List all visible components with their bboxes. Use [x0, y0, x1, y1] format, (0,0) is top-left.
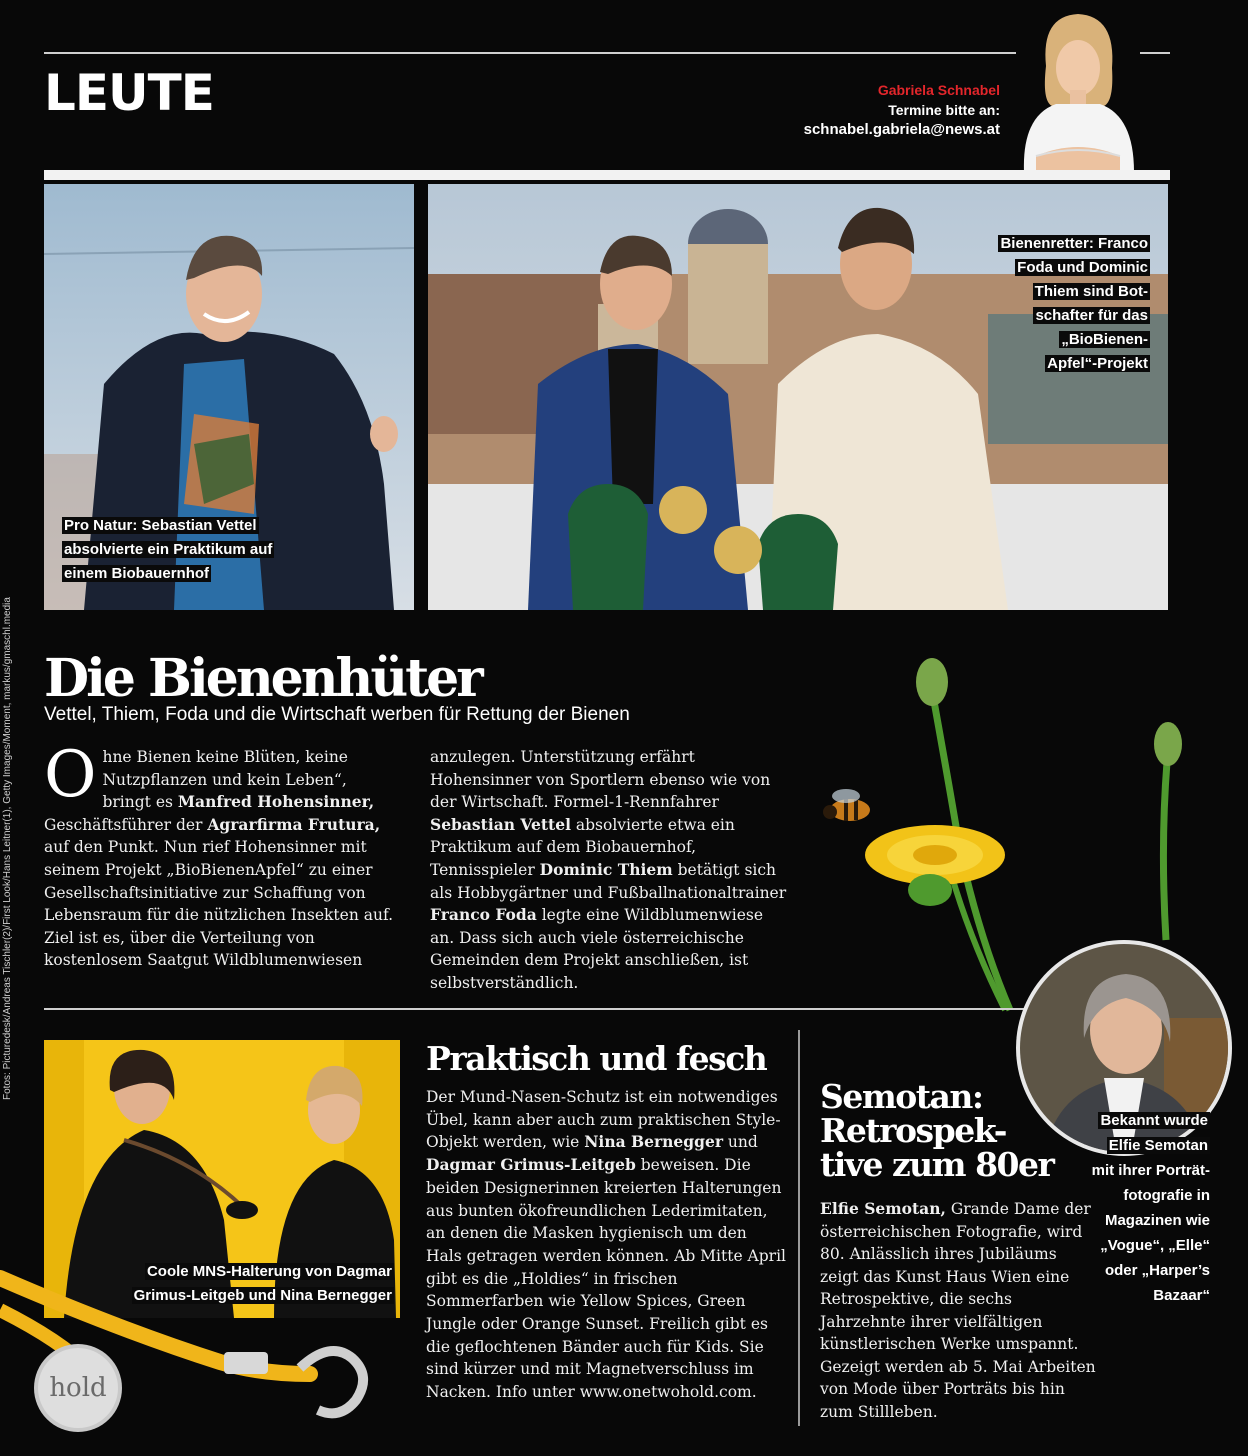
praktisch-caption-line: Grimus-Leitgeb und Nina Bernegger [133, 1287, 392, 1304]
semotan-caption-line: Elfie Semotan [1108, 1137, 1208, 1154]
semotan-title-line: Retrospek- [820, 1111, 1006, 1150]
hold-tag-text: hold [49, 1373, 107, 1403]
article-headline: Die Bienenhüter [44, 648, 481, 709]
top-rule [44, 52, 1170, 54]
contact-email[interactable]: schnabel.gabriela@news.at [803, 121, 1000, 138]
vettel-caption-line: einem Biobauernhof [64, 565, 210, 582]
photo-credit: Fotos: Picturedesk/Andreas Tischler(2)/First Look/Hans Leitner(1), Getty Images/Moment, markus/gmaschl.media [2, 597, 13, 1100]
author-contact [804, 80, 1000, 140]
semotan-caption-line: mit ihrer Porträt- [1091, 1162, 1210, 1179]
drop-cap: O [44, 738, 97, 812]
foda-thiem-caption [998, 232, 1150, 376]
contact-line: Termine bitte an: [888, 102, 1000, 118]
article-subline: Vettel, Thiem, Foda und die Wirtschaft werben für Rettung der Bienen [44, 704, 630, 725]
foda-thiem-caption-line: schafter für das [1035, 307, 1148, 324]
section-rule [44, 1008, 1036, 1010]
semotan-body: Elfie Semotan, Grande Dame der österreichischen Fotografie, wird 80. Anlässlich ihres Jubiläums zeigt das Kunst Haus Wien eine Retrospektive, die sechs Jahrzehnte ihrer vielfältigen künstlerischen Werke umspannt. Gezeigt werden ab 5. Mai Arbeiten von Mode über Porträts bis hin zum Stillleben. [820, 1199, 1096, 1421]
praktisch-caption-line: Coole MNS-Halterung von Dagmar [146, 1263, 392, 1280]
semotan-caption-line: Magazinen wie [1104, 1212, 1210, 1229]
column-divider [798, 1030, 800, 1426]
vettel-caption-line: absolvierte ein Praktikum auf [64, 541, 273, 558]
praktisch-title: Praktisch und fesch [426, 1039, 767, 1078]
vettel-photo [44, 184, 414, 610]
article-column-2: anzulegen. Unterstützung erfährt Hohensinner von Sportlern ebenso wie von der Wirtschaft. Formel-1-Rennfahrer Sebastian Vettel absolvierte etwa ein Praktikum auf dem Biobauernhof, Tennisspieler Dominic Thiem betätigt sich als Hobbygärtner und Fußballnationaltrainer Franco Foda legte eine Wildblumenwiese an. Dass sich auch viele österreichische Gemeinden dem Projekt anschließen, ist selbstverständlich. [430, 748, 787, 992]
semotan-caption [1040, 1108, 1210, 1308]
semotan-title-line: Semotan: [820, 1077, 983, 1116]
article-column-1 [44, 738, 394, 972]
foda-thiem-caption-line: „BioBienen- [1061, 331, 1148, 348]
foda-thiem-caption-line: Thiem sind Bot- [1034, 283, 1148, 300]
semotan-caption-line: fotografie in [1123, 1187, 1210, 1204]
section-title: LEUTE [44, 64, 214, 122]
author-name: Gabriela Schnabel [877, 82, 1000, 98]
article-column-1-text: hne Bienen keine Blüten, keine Nutzpflanzen und kein Leben“, bringt es Manfred Hohensinner, Geschäftsführer der Agrarfirma Frutura, auf den Punkt. Nun rief Hohensinner mit seinem Projekt „BioBienenApfel“ zu einer Gesellschaftsinitiative zur Schaffung von Lebensraum für die nützlichen Insekten auf. Ziel ist es, über die Verteilung von kostenlosem Saatgut Wildblumenwiesen [44, 748, 394, 970]
semotan-caption-line: Bazaar“ [1153, 1287, 1210, 1304]
mask-holder-illustration [0, 1270, 380, 1456]
semotan-caption-line: Bekannt wurde [1100, 1112, 1208, 1129]
semotan-caption-line: „Vogue“, „Elle“ [1100, 1237, 1210, 1254]
foda-thiem-photo [428, 184, 1168, 610]
author-portrait [1016, 6, 1140, 172]
foda-thiem-caption-line: Apfel“-Projekt [1047, 355, 1148, 372]
praktisch-body: Der Mund-Nasen-Schutz ist ein notwendiges Übel, kann aber auch zum praktischen Style-Objekt werden, wie Nina Bernegger und Dagmar Grimus-Leitgeb beweisen. Die beiden Designerinnen kreierten Halterungen aus bunten ökofreundlichen Lederimitaten, an denen die Masken hygienisch um den Hals getragen werden können. Ab Mitte April gibt es die „Holdies“ in frischen Sommerfarben wie Yellow Spices, Green Jungle oder Orange Sunset. Freilich gibt es die geflochtenen Bänder auch für Kids. Sie sind kürzer und mit Magnetverschluss im Nacken. Info unter www.onetwohold.com. [426, 1088, 786, 1402]
vettel-caption [62, 514, 274, 586]
vettel-caption-line: Pro Natur: Sebastian Vettel [64, 517, 257, 534]
foda-thiem-caption-line: Foda und Dominic [1017, 259, 1148, 276]
semotan-title-line: tive zum 80er [820, 1145, 1054, 1184]
semotan-caption-line: oder „Harper’s [1104, 1262, 1210, 1279]
header-rule [44, 170, 1170, 180]
foda-thiem-caption-line: Bienenretter: Franco [1000, 235, 1148, 252]
